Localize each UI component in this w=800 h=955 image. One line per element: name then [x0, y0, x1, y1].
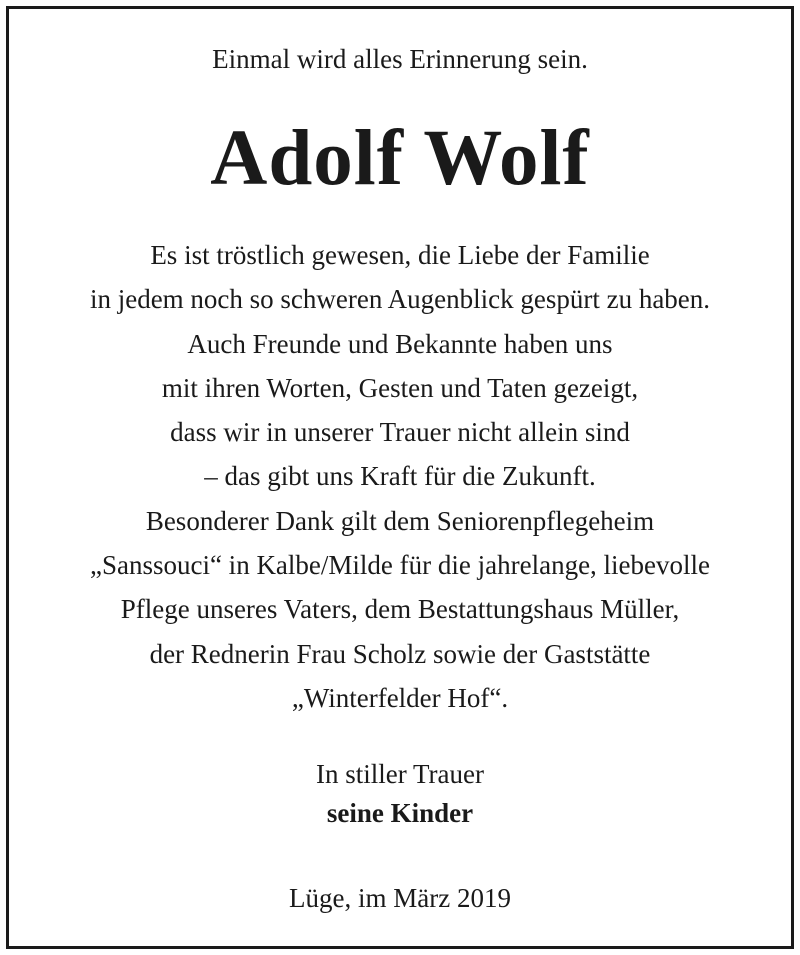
mourning-line: In stiller Trauer: [316, 759, 484, 789]
signers: seine Kinder: [326, 798, 474, 828]
place-date: Lüge, im März 2019: [289, 883, 511, 913]
text-line: „Sanssouci“ in Kalbe/Milde für die jahrelange, liebevolle: [89, 550, 711, 581]
gratitude-text: [9, 233, 791, 720]
text-line: der Rednerin Frau Scholz sowie der Gaststätte: [149, 638, 651, 669]
text-line: in jedem noch so schweren Augenblick gespürt zu haben.: [89, 284, 711, 315]
text-line: dass wir in unserer Trauer nicht allein sind: [170, 417, 630, 448]
motto: Einmal wird alles Erinnerung sein.: [212, 44, 588, 74]
text-line: Pflege unseres Vaters, dem Bestattungshaus Müller,: [120, 594, 680, 625]
text-line: – das gibt uns Kraft für die Zukunft.: [204, 461, 596, 492]
obituary-notice: [6, 6, 794, 949]
deceased-name: Adolf Wolf: [210, 115, 590, 202]
text-line: Auch Freunde und Bekannte haben uns: [187, 328, 613, 359]
text-line: Besonderer Dank gilt dem Seniorenpflegeheim: [145, 505, 655, 536]
text-line: „Winterfelder Hof“.: [291, 682, 509, 713]
text-line: mit ihren Worten, Gesten und Taten gezeigt,: [161, 372, 639, 403]
text-line: Es ist tröstlich gewesen, die Liebe der Familie: [150, 240, 650, 270]
